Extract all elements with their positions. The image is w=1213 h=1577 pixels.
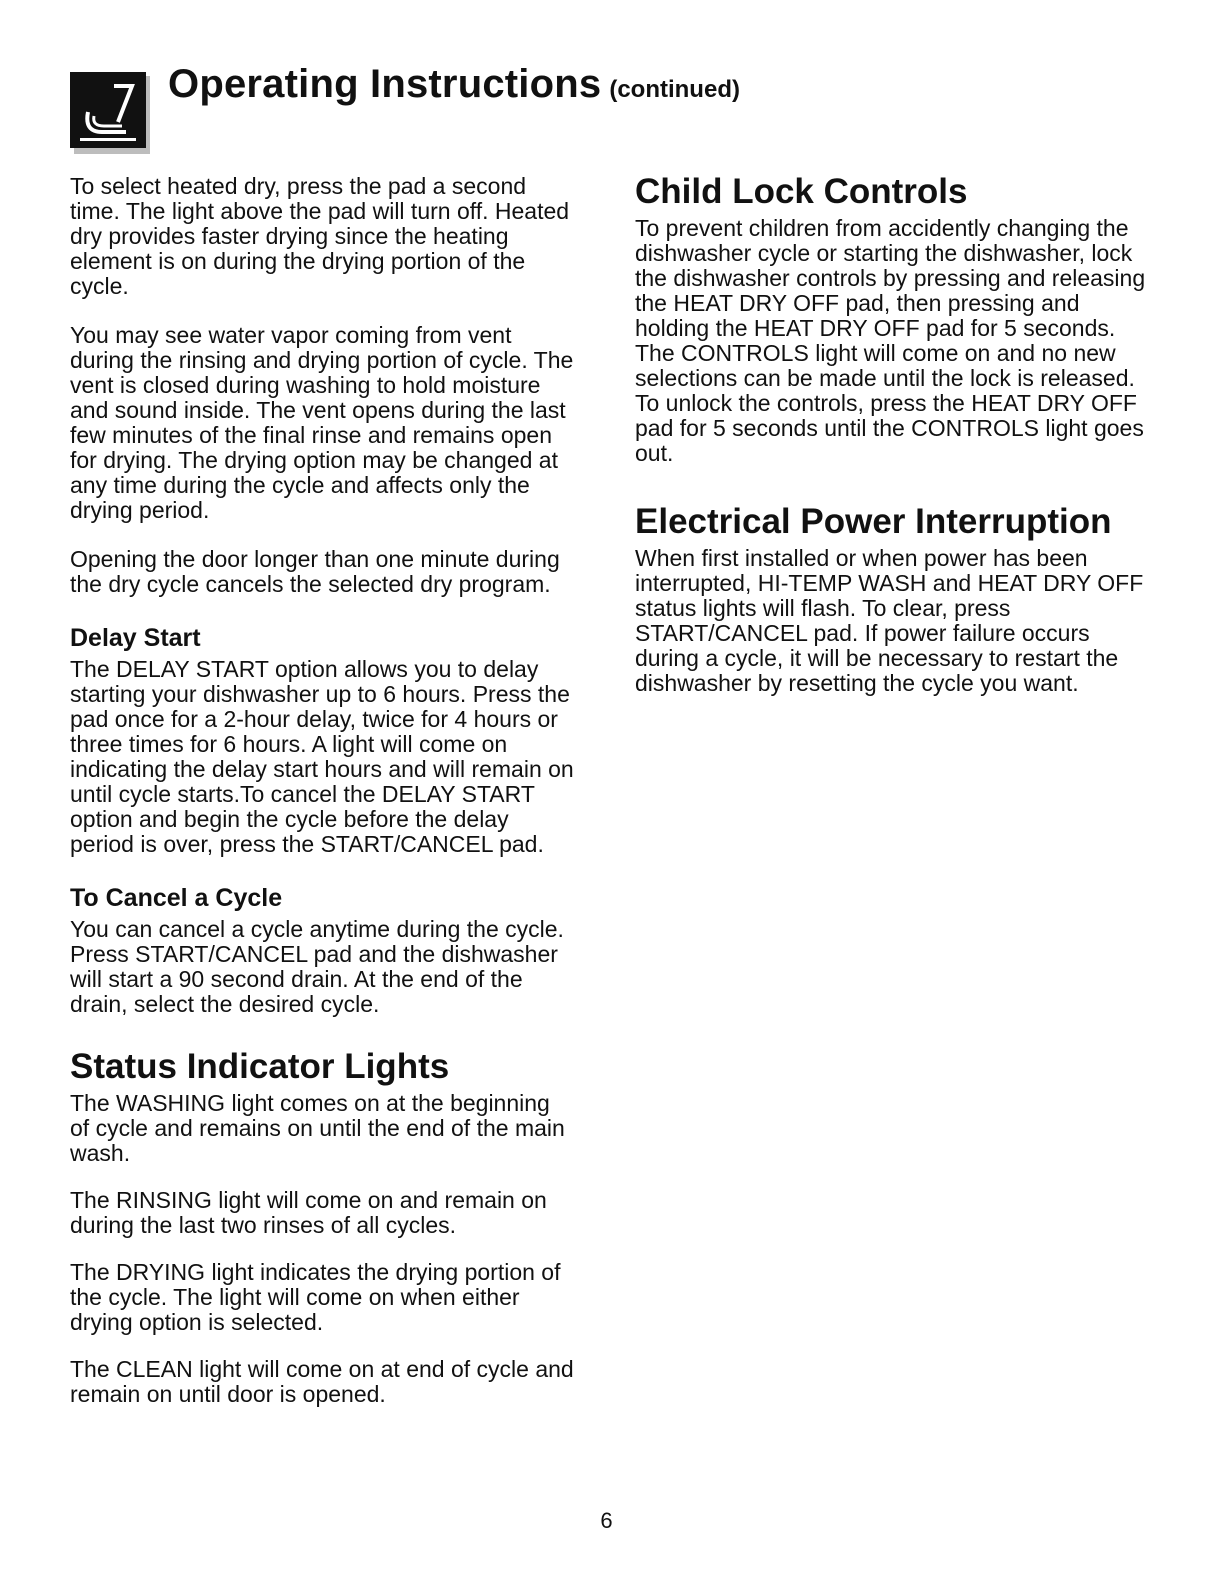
drying-light-text: The DRYING light indicates the drying portion of the cycle. The light will come on when either drying option is selected. [70, 1259, 561, 1335]
heated-dry-paragraph: To select heated dry, press the pad a second time. The light above the pad will turn off. Heated dry provides faster drying since the heating element is on during the drying portion of the cycle. [70, 173, 570, 299]
title-subtitle: (continued) [609, 76, 740, 103]
power-interruption-text: When first installed or when power has been interrupted, HI-TEMP WASH and HEAT DRY OFF status lights will flash. To clear, press START/CANCEL pad. If power failure occurs during a cycle, it will be necessary to restart the dishwasher by resetting the cycle you want. [635, 545, 1144, 696]
page-header [70, 62, 1170, 152]
cancel-cycle-text: You can cancel a cycle anytime during the cycle. Press START/CANCEL pad and the dishwasher will start a 90 second drain. At the end of the drain, select the desired cycle. [70, 916, 564, 1017]
title-main: Operating Instructions [168, 62, 602, 106]
door-open-paragraph: Opening the door longer than one minute during the dry cycle cancels the selected dry program. [70, 546, 560, 597]
cancel-cycle-heading: To Cancel a Cycle [70, 884, 283, 912]
washing-light-text: The WASHING light comes on at the beginning of cycle and remains on until the end of the main wash. [70, 1090, 565, 1166]
right-column [635, 170, 1155, 696]
delay-start-text: The DELAY START option allows you to delay starting your dishwasher up to 6 hours. Press the pad once for a 2-hour delay, twice for 4 hours or three times for 6 hours. A light will come on indicating the delay start hours and will remain on until cycle starts.To cancel the DELAY START option and begin the cycle before the delay period is over, press the START/CANCEL pad. [70, 656, 574, 857]
child-lock-heading: Child Lock Controls [635, 172, 968, 211]
water-vapor-paragraph: You may see water vapor coming from vent during the rinsing and drying portion of cycle. The vent is closed during washing to hold moisture and sound inside. The vent opens during the last few minutes of the final rinse and remains open for drying. The drying option may be changed at any time during the cycle and affects only the drying period. [70, 322, 574, 523]
delay-start-heading: Delay Start [70, 624, 201, 652]
page-title [168, 62, 740, 107]
left-column [70, 174, 575, 1407]
rinsing-light-text: The RINSING light will come on and remain on during the last two rinses of all cycles. [70, 1187, 547, 1238]
clean-light-text: The CLEAN light will come on at end of cycle and remain on until door is opened. [70, 1356, 574, 1407]
child-lock-text: To prevent children from accidently changing the dishwasher cycle or starting the dishwasher, lock the dishwasher controls by pressing and releasing the HEAT DRY OFF pad, then pressing and holding the HEAT DRY OFF pad for 5 seconds. The CONTROLS light will come on and no new selections can be made until the lock is released. To unlock the controls, press the HEAT DRY OFF pad for 5 seconds until the CONTROLS light goes out. [635, 215, 1146, 466]
page-number: 6 [600, 1508, 613, 1533]
power-interruption-heading: Electrical Power Interruption [635, 502, 1112, 541]
status-lights-heading: Status Indicator Lights [70, 1047, 450, 1086]
dishwasher-manual-icon [70, 72, 150, 154]
